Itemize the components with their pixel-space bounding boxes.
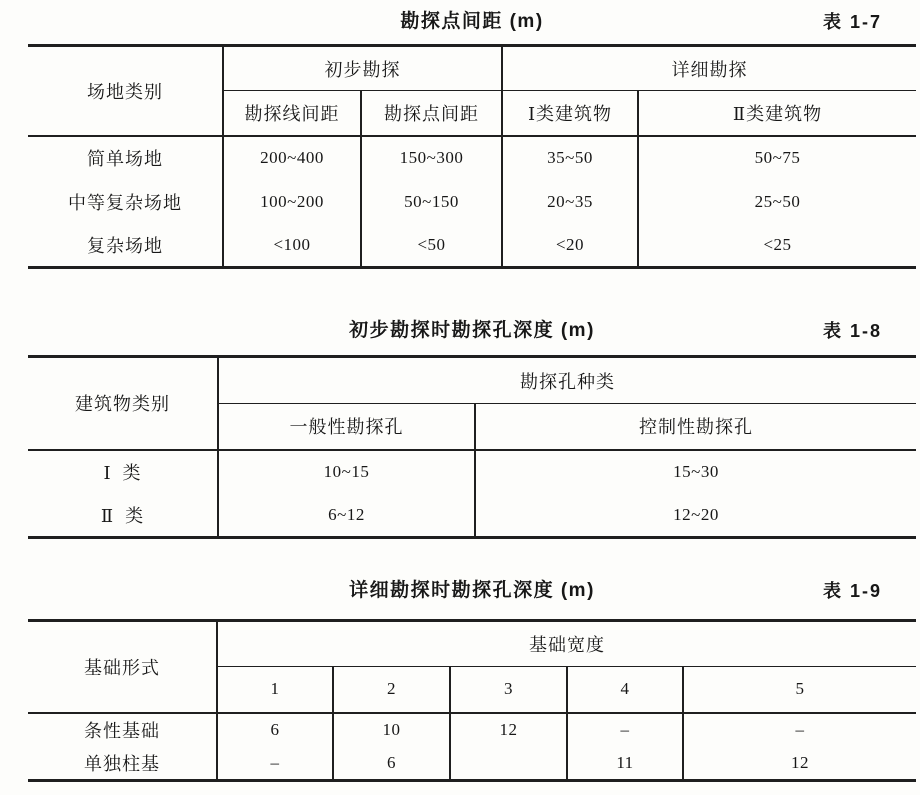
t3-header-width-1: 1: [217, 667, 333, 713]
t3-header-foundation-type: 基础形式: [28, 621, 217, 713]
table-cell: 25~50: [638, 180, 916, 224]
table-cell: <100: [223, 224, 361, 268]
table-cell: 50~75: [638, 136, 916, 180]
row-label: 复杂场地: [87, 235, 163, 256]
table2-number: 表 1-8: [822, 321, 882, 341]
table-row: [28, 494, 916, 538]
t2-header-control-borehole: 控制性勘探孔: [475, 404, 916, 450]
row-label: Ⅰ 类: [103, 463, 142, 483]
table3-caption: [28, 577, 916, 605]
table-cell: <20: [502, 224, 638, 268]
t1-header-class2-building: Ⅱ类建筑物: [638, 91, 916, 136]
table-cell: –: [217, 747, 333, 781]
t3-header-width-4: 4: [567, 667, 683, 713]
t2-header-borehole-type: 勘探孔种类: [218, 357, 916, 404]
table-cell: 12~20: [475, 494, 916, 538]
t3-header-width-5: 5: [683, 667, 916, 713]
t2-header-general-borehole: 一般性勘探孔: [218, 404, 475, 450]
table2-preliminary-borehole-depth: [28, 355, 916, 539]
table1-survey-point-spacing: [28, 44, 916, 269]
t2-header-building-class: 建筑物类别: [28, 357, 218, 450]
table-cell: <25: [638, 224, 916, 268]
table2-caption: [28, 317, 916, 345]
table3-number: 表 1-9: [822, 581, 882, 601]
table-cell: [450, 747, 567, 781]
table-cell: 150~300: [361, 136, 502, 180]
table-cell: 20~35: [502, 180, 638, 224]
t1-header-detailed-survey: 详细勘探: [502, 46, 916, 91]
table-cell: <50: [361, 224, 502, 268]
table-cell: –: [683, 713, 916, 747]
table-row: [28, 224, 916, 268]
table-cell: 12: [450, 713, 567, 747]
table-cell: 50~150: [361, 180, 502, 224]
t3-header-width-2: 2: [333, 667, 450, 713]
table-row: [28, 450, 916, 494]
table-row: [28, 713, 916, 747]
table-row: [28, 747, 916, 781]
t1-header-site-class: 场地类别: [28, 46, 223, 136]
table2-title: 初步勘探时勘探孔深度 (m): [349, 320, 595, 341]
t3-header-foundation-width: 基础宽度: [217, 621, 916, 667]
t1-header-line-spacing: 勘探线间距: [223, 91, 361, 136]
table-cell: 6~12: [218, 494, 475, 538]
table-cell: 10: [333, 713, 450, 747]
table-cell: 35~50: [502, 136, 638, 180]
table-cell: 100~200: [223, 180, 361, 224]
table-cell: 10~15: [218, 450, 475, 494]
table3-title: 详细勘探时勘探孔深度 (m): [349, 580, 595, 601]
t1-header-point-spacing: 勘探点间距: [361, 91, 502, 136]
table-row: [28, 136, 916, 180]
table-cell: 6: [217, 713, 333, 747]
row-label: 单独柱基: [84, 753, 160, 774]
row-label: 简单场地: [87, 149, 163, 169]
table1-title: 勘探点间距 (m): [400, 11, 544, 32]
table3-detailed-borehole-depth: [28, 619, 916, 782]
row-label: 条性基础: [84, 721, 160, 741]
t1-header-preliminary-survey: 初步勘探: [223, 46, 502, 91]
table-row: [28, 180, 916, 224]
table1-caption: [28, 8, 916, 36]
t3-header-width-3: 3: [450, 667, 567, 713]
table-cell: 200~400: [223, 136, 361, 180]
row-label: 中等复杂场地: [68, 192, 182, 213]
t1-header-class1-building: Ⅰ类建筑物: [502, 91, 638, 136]
table1-number: 表 1-7: [822, 12, 882, 32]
table-cell: 11: [567, 747, 683, 781]
table-cell: 15~30: [475, 450, 916, 494]
table-cell: 12: [683, 747, 916, 781]
row-label: Ⅱ 类: [100, 505, 145, 526]
table-cell: 6: [333, 747, 450, 781]
table-cell: –: [567, 713, 683, 747]
